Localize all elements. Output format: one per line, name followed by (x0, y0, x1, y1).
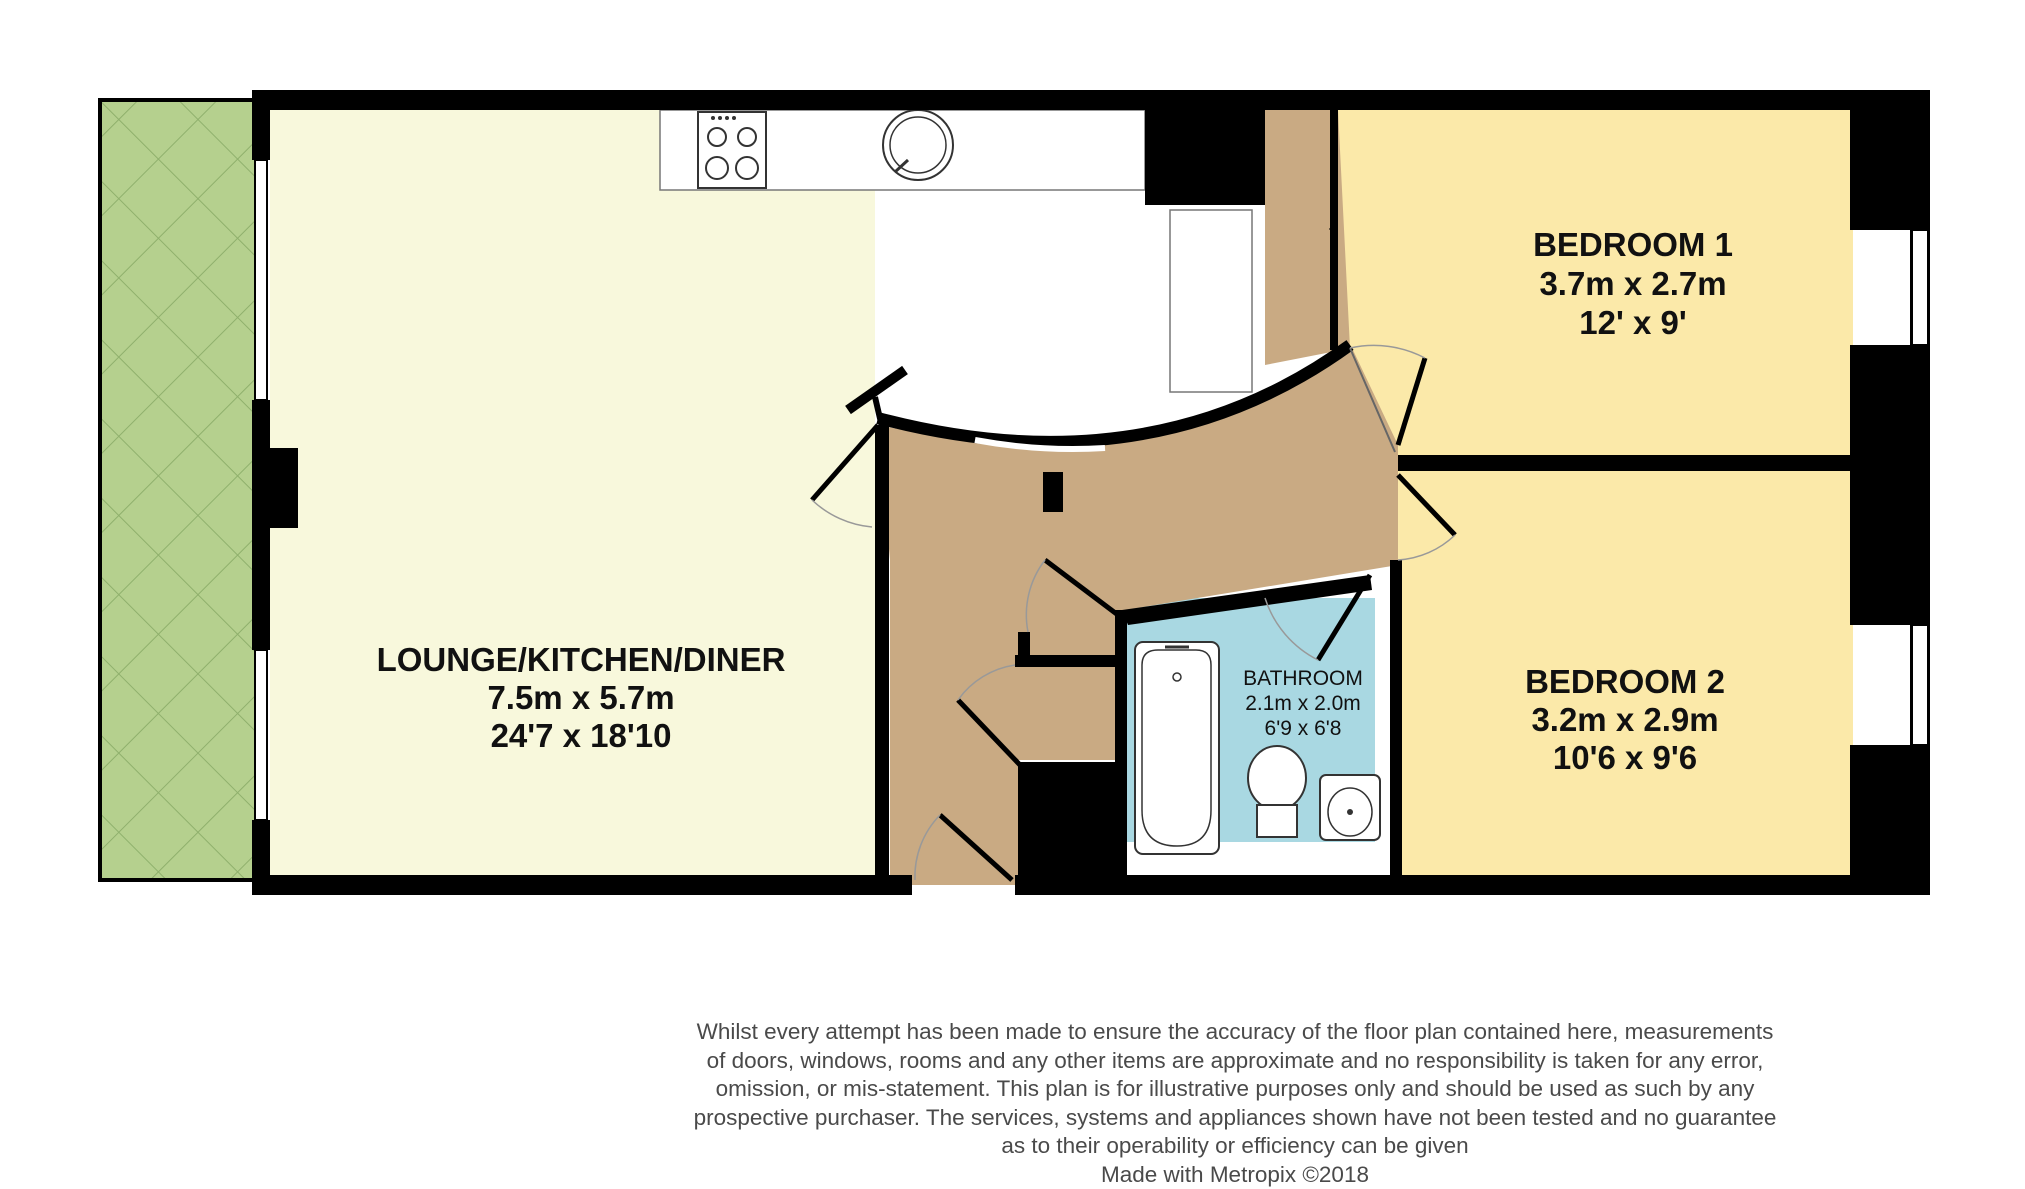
bedroom2-imperial: 10'6 x 9'6 (1553, 739, 1697, 776)
disclaimer-line: of doors, windows, rooms and any other items are approximate and no responsibility is taken for any error, (600, 1047, 1870, 1076)
bedroom1-imperial: 12' x 9' (1579, 304, 1686, 341)
disclaimer-line: as to their operability or efficiency can be given (600, 1132, 1870, 1161)
lounge-floor (270, 110, 875, 875)
kitchen-sink-icon (883, 110, 953, 180)
bedroom2-metric: 3.2m x 2.9m (1531, 701, 1718, 738)
disclaimer-line: Whilst every attempt has been made to ensure the accuracy of the floor plan contained here, measurements (600, 1018, 1870, 1047)
balcony (100, 100, 258, 880)
bath-icon (1135, 642, 1219, 854)
lounge-metric: 7.5m x 5.7m (487, 679, 674, 716)
hob-icon (698, 112, 766, 188)
disclaimer-line: prospective purchaser. The services, systems and appliances shown have not been tested and no guarantee (600, 1104, 1870, 1133)
metropix-credit: Made with Metropix ©2018 (600, 1161, 1870, 1189)
bathroom-metric: 2.1m x 2.0m (1245, 692, 1361, 715)
bathroom-name: BATHROOM (1243, 667, 1363, 690)
disclaimer-line: omission, or mis-statement. This plan is for illustrative purposes only and should be used as such by any (600, 1075, 1870, 1104)
bedroom2-label (1525, 663, 1725, 776)
lounge-name: LOUNGE/KITCHEN/DINER (377, 641, 786, 678)
lounge-imperial: 24'7 x 18'10 (491, 717, 672, 754)
basin-icon (1320, 775, 1380, 840)
bedroom1-metric: 3.7m x 2.7m (1539, 265, 1726, 302)
bathroom-imperial: 6'9 x 6'8 (1265, 717, 1342, 740)
bedroom1-name: BEDROOM 1 (1533, 226, 1733, 263)
disclaimer (600, 1018, 1870, 1189)
bedroom2-name: BEDROOM 2 (1525, 663, 1725, 700)
toilet-icon (1248, 746, 1306, 837)
